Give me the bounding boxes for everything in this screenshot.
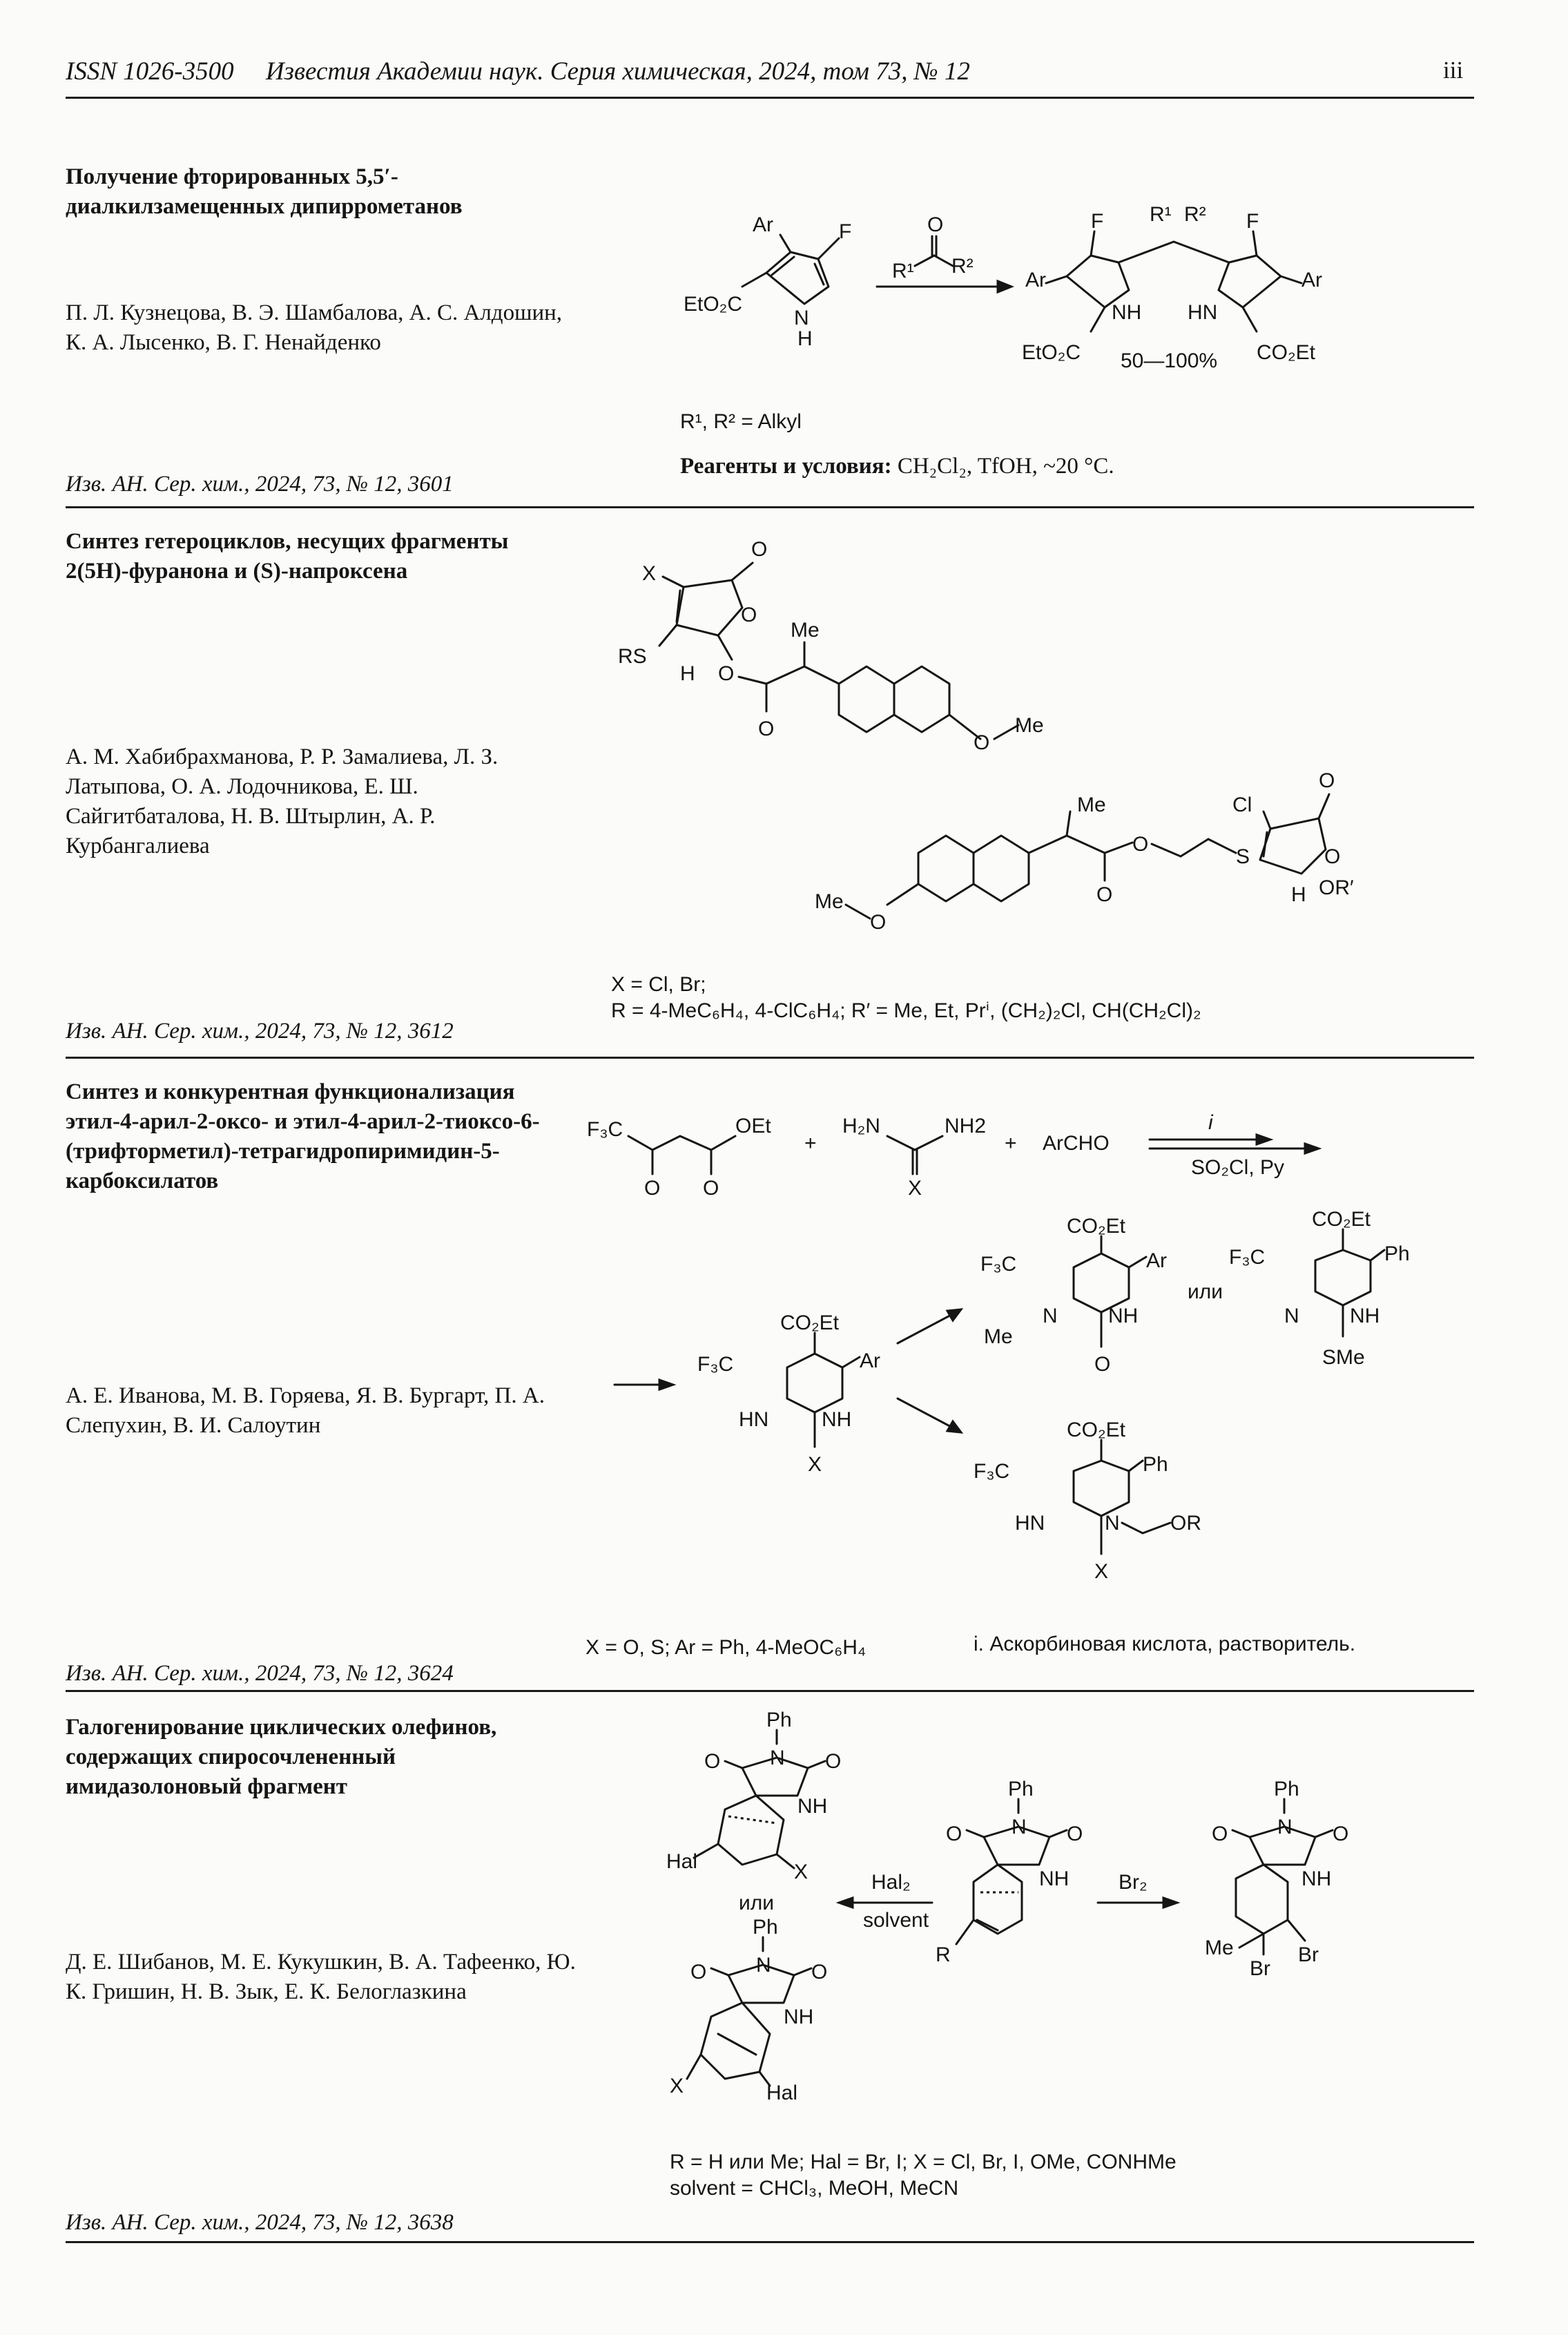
svg-text:O: O	[703, 1177, 719, 1200]
svg-text:O: O	[1094, 1353, 1111, 1376]
halohydrin-product-a	[666, 1709, 841, 1883]
svg-text:X: X	[808, 1453, 822, 1476]
svg-text:O: O	[751, 538, 768, 561]
plus-sign-2: +	[1005, 1132, 1017, 1155]
svg-text:O: O	[1319, 769, 1335, 792]
svg-text:H: H	[680, 662, 695, 685]
svg-text:CO₂Et: CO₂Et	[1067, 1419, 1125, 1441]
conditions-label: Реагенты и условия:	[680, 454, 892, 479]
svg-text:O: O	[870, 911, 887, 934]
entry-rule-4	[66, 2241, 1474, 2243]
svg-text:O: O	[927, 213, 944, 236]
or-label: или	[1188, 1280, 1223, 1303]
svg-text:N: N	[794, 307, 809, 329]
svg-text:O: O	[1067, 1823, 1083, 1845]
svg-text:NH: NH	[797, 1795, 828, 1818]
svg-text:O: O	[946, 1823, 962, 1845]
svg-text:SMe: SMe	[1322, 1346, 1365, 1369]
svg-text:H: H	[1291, 883, 1306, 906]
svg-text:X: X	[1094, 1560, 1109, 1583]
halohydrin-product-b	[670, 1916, 827, 2104]
svg-text:R²: R²	[951, 255, 974, 278]
svg-text:N: N	[756, 1954, 771, 1977]
svg-text:NH: NH	[1039, 1867, 1069, 1890]
svg-text:N: N	[770, 1747, 785, 1769]
journal-title: Известия Академии наук. Серия химическая, 2024, том 73, № 12	[265, 57, 970, 86]
svg-text:N: N	[1012, 1816, 1027, 1838]
svg-text:R¹: R¹	[1150, 203, 1172, 226]
entry-4-or: или	[739, 1892, 775, 1914]
svg-text:Me: Me	[1205, 1937, 1234, 1959]
conditions-text: CH₂Cl₂, TfOH, ~20 °C.	[897, 454, 1114, 479]
svg-text:F: F	[839, 220, 852, 243]
entry-3-citation: Изв. АН. Сер. хим., 2024, 73, № 12, 3624	[66, 1661, 454, 1686]
svg-text:R: R	[936, 1943, 951, 1966]
entry-2-citation: Изв. АН. Сер. хим., 2024, 73, № 12, 3612	[66, 1019, 454, 1044]
entry-4-note-2: solvent = CHCl₃, MeOH, MeCN	[670, 2177, 959, 2200]
svg-text:N: N	[1284, 1305, 1299, 1327]
entry-2-authors: А. М. Хабибрахманова, Р. Р. Замалиева, Л. З. Латыпова, О. А. Лодочникова, Е. Ш. Сайгитбаталова, Н. В. Штырлин, А. Р. Курбангалиева	[66, 744, 499, 858]
svg-text:EtO₂C: EtO₂C	[1022, 341, 1081, 364]
svg-text:N: N	[1277, 1816, 1293, 1838]
svg-text:Me: Me	[791, 619, 820, 642]
svg-text:HN: HN	[1188, 301, 1218, 324]
arrow-right-head	[1163, 1898, 1177, 1908]
svg-text:Me: Me	[1015, 714, 1044, 737]
svg-text:NH: NH	[784, 2006, 814, 2028]
svg-text:Ar: Ar	[753, 213, 773, 236]
svg-text:Cl: Cl	[1232, 794, 1252, 816]
svg-text:X: X	[908, 1177, 922, 1200]
svg-text:CO₂Et: CO₂Et	[1312, 1208, 1371, 1231]
svg-text:X: X	[794, 1861, 809, 1883]
svg-text:Ph: Ph	[1008, 1778, 1034, 1800]
svg-text:CO₂Et: CO₂Et	[1067, 1215, 1125, 1238]
svg-text:Ar: Ar	[1146, 1249, 1167, 1272]
svg-text:H: H	[797, 327, 813, 350]
svg-text:S: S	[1236, 845, 1250, 868]
svg-text:O: O	[718, 662, 735, 685]
svg-text:O: O	[1324, 845, 1341, 868]
svg-text:RS: RS	[618, 645, 647, 668]
entry-1-title: Получение фторированных 5,5′-диалкилзамещенных дипиррометанов	[66, 164, 463, 219]
svg-text:Ph: Ph	[1384, 1242, 1410, 1265]
svg-text:F₃C: F₃C	[980, 1253, 1017, 1276]
svg-text:R¹: R¹	[892, 260, 914, 282]
entry-1-citation: Изв. АН. Сер. хим., 2024, 73, № 12, 3601	[66, 472, 454, 497]
svg-text:R²: R²	[1184, 203, 1206, 226]
svg-text:Ph: Ph	[753, 1916, 778, 1939]
left-reagent: Hal₂	[871, 1871, 911, 1894]
dibromide-product	[1205, 1778, 1348, 1980]
entry-2-note-1: X = Cl, Br;	[611, 973, 706, 996]
svg-text:O: O	[704, 1750, 721, 1773]
svg-text:Ph: Ph	[1143, 1453, 1168, 1476]
svg-text:N: N	[1105, 1512, 1120, 1535]
svg-text:EtO₂C: EtO₂C	[684, 293, 742, 316]
entry-4-note-1: R = H или Me; Hal = Br, I; X = Cl, Br, I, OMe, CONHMe	[670, 2151, 1177, 2173]
entry-4-title: Галогенирование циклических олефинов, содержащих спиросочлененный имидазолоновый фрагмент	[66, 1715, 497, 1799]
svg-text:N: N	[1043, 1305, 1058, 1327]
svg-text:HN: HN	[739, 1408, 769, 1431]
svg-text:F₃C: F₃C	[1229, 1246, 1266, 1269]
svg-text:Me: Me	[815, 890, 844, 913]
svg-text:OEt: OEt	[735, 1115, 771, 1137]
svg-text:F₃C: F₃C	[974, 1460, 1010, 1483]
entry-1-yield: 50—100%	[1121, 349, 1218, 372]
svg-text:CO₂Et: CO₂Et	[1257, 341, 1315, 364]
svg-text:O: O	[1096, 883, 1113, 906]
entry-2-title: Синтез гетероциклов, несущих фрагменты 2(5H)-фуранона и (S)-напроксена	[66, 529, 509, 584]
svg-text:HN: HN	[1015, 1512, 1045, 1535]
svg-text:O: O	[811, 1961, 828, 1983]
svg-text:O: O	[690, 1961, 707, 1983]
svg-text:O: O	[1333, 1823, 1349, 1845]
svg-text:Hal: Hal	[766, 2082, 798, 2104]
svg-text:Br: Br	[1298, 1943, 1319, 1966]
svg-text:NH: NH	[822, 1408, 852, 1431]
svg-text:F₃C: F₃C	[697, 1353, 734, 1376]
entry-2-note-2: R = 4-MeC₆H₄, 4-ClC₆H₄; R′ = Me, Et, Prⁱ, (CH₂)₂Cl, CH(CH₂Cl)₂	[611, 999, 1201, 1022]
svg-text:O: O	[741, 604, 757, 626]
svg-text:Me: Me	[1077, 794, 1106, 816]
svg-text:X: X	[642, 562, 657, 585]
entry-4-citation: Изв. АН. Сер. хим., 2024, 73, № 12, 3638	[66, 2210, 454, 2235]
svg-text:O: O	[1212, 1823, 1228, 1845]
svg-text:NH2: NH2	[945, 1115, 987, 1137]
svg-text:Ph: Ph	[1274, 1778, 1299, 1800]
svg-text:X: X	[670, 2075, 684, 2097]
svg-text:O: O	[825, 1750, 842, 1773]
svg-text:F: F	[1091, 210, 1104, 233]
page-number: iii	[1443, 57, 1464, 84]
arrow-left-head	[839, 1898, 853, 1908]
svg-text:Hal: Hal	[666, 1850, 698, 1873]
left-reagent-2: solvent	[863, 1909, 929, 1932]
entry-3-note: X = O, S; Ar = Ph, 4-MeOC₆H₄	[585, 1636, 867, 1659]
svg-text:NH: NH	[1301, 1867, 1332, 1890]
step-label: i	[1208, 1111, 1213, 1134]
svg-text:OR′: OR′	[1319, 876, 1354, 899]
svg-text:Ph: Ph	[766, 1709, 792, 1731]
spiro-olefin-reactant	[936, 1778, 1083, 1966]
svg-text:Ar: Ar	[1301, 269, 1322, 291]
right-reagent: Br₂	[1119, 1871, 1148, 1894]
svg-text:F₃C: F₃C	[587, 1118, 623, 1141]
entry-1-authors: П. Л. Кузнецова, В. Э. Шамбалова, А. С. Алдошин, К. А. Лысенко, В. Г. Ненайденко	[66, 300, 563, 355]
svg-text:H₂N: H₂N	[842, 1115, 880, 1137]
svg-text:F: F	[1246, 210, 1259, 233]
issn: ISSN 1026-3500	[66, 57, 234, 86]
svg-text:NH: NH	[1108, 1305, 1139, 1327]
svg-text:Me: Me	[984, 1325, 1013, 1348]
entry-1-note: R¹, R² = Alkyl	[680, 410, 802, 433]
svg-text:O: O	[1132, 833, 1149, 856]
svg-text:CO₂Et: CO₂Et	[780, 1311, 839, 1334]
svg-text:Ar: Ar	[860, 1349, 880, 1372]
svg-text:OR: OR	[1170, 1512, 1201, 1535]
svg-text:NH: NH	[1112, 301, 1142, 324]
entry-3-authors: А. Е. Иванова, М. В. Горяева, Я. В. Бургарт, П. А. Слепухин, В. И. Салоутин	[66, 1383, 545, 1438]
svg-text:O: O	[644, 1177, 661, 1200]
svg-text:O: O	[758, 718, 775, 740]
entry-3-footnote: i. Аскорбиновая кислота, растворитель.	[974, 1633, 1356, 1655]
svg-text:Ar: Ar	[1025, 269, 1046, 291]
svg-text:O: O	[974, 731, 990, 754]
svg-text:NH: NH	[1350, 1305, 1380, 1327]
aldehyde-reagent: ArCHO	[1043, 1132, 1110, 1155]
entry-4-authors: Д. Е. Шибанов, М. Е. Кукушкин, В. А. Тафеенко, Ю. К. Гришин, Н. В. Зык, Е. К. Белоглазкина	[66, 1950, 576, 2004]
entry-3-title: Синтез и конкурентная функционализация этил-4-арил-2-оксо- и этил-4-арил-2-тиоксо-6-(трифторметил)-тетрагидропиримидин-5-карбоксилатов	[66, 1079, 540, 1193]
svg-text:Br: Br	[1250, 1957, 1270, 1980]
plus-sign-1: +	[804, 1132, 817, 1155]
step-label-2: SO₂Cl, Py	[1191, 1156, 1284, 1179]
